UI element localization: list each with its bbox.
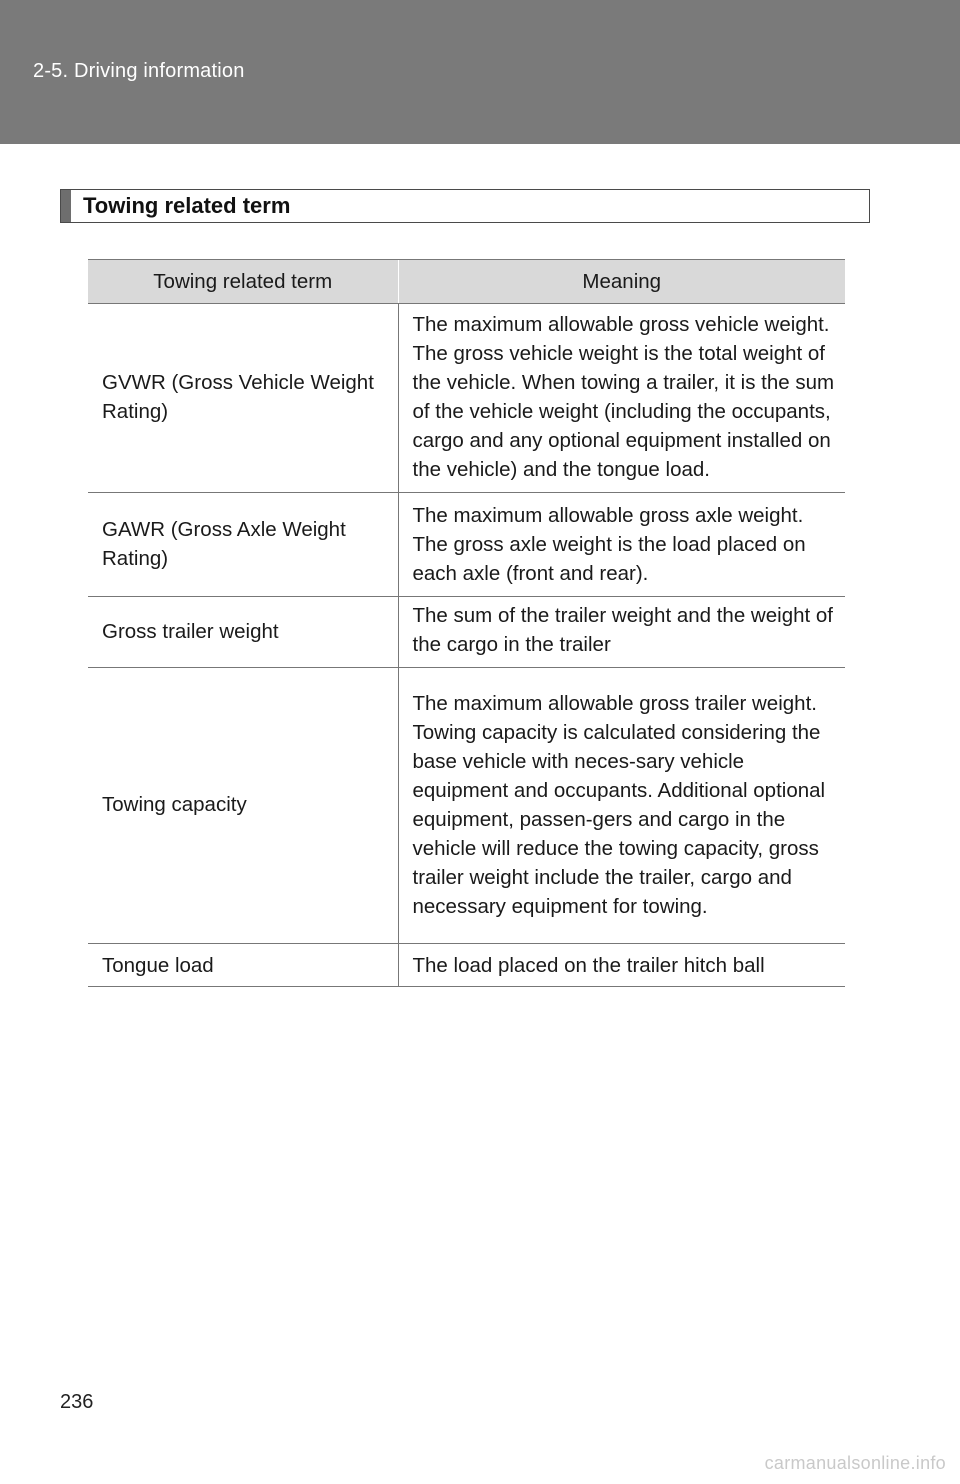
table-row xyxy=(88,493,845,597)
table-row xyxy=(88,304,845,493)
term-cell: GVWR (Gross Vehicle Weight Rating) xyxy=(88,304,398,493)
column-header-meaning: Meaning xyxy=(398,260,845,304)
meaning-cell: The maximum allowable gross axle weight. The gross axle weight is the load placed on each axle (front and rear). xyxy=(398,493,845,597)
meaning-cell: The sum of the trailer weight and the weight of the cargo in the trailer xyxy=(398,597,845,668)
meaning-cell: The maximum allowable gross vehicle weight. The gross vehicle weight is the total weight of the vehicle. When towing a trailer, it is the sum of the vehicle weight (including the occupants, cargo and any optional equipment installed on the vehicle) and the tongue load. xyxy=(398,304,845,493)
column-header-term: Towing related term xyxy=(88,260,398,304)
term-cell: Tongue load xyxy=(88,944,398,987)
section-title: Towing related term xyxy=(83,193,291,218)
header-band xyxy=(0,0,960,144)
table-row xyxy=(88,944,845,987)
meaning-cell: The maximum allowable gross trailer weight. Towing capacity is calculated considering the base vehicle with neces-sary vehicle equipment and occupants. Additional optional equipment, passen-gers and cargo in the vehicle will reduce the towing capacity, gross trailer weight include the trailer, cargo and necessary equipment for towing. xyxy=(398,668,845,944)
towing-terms-table xyxy=(88,259,845,987)
table-row xyxy=(88,597,845,668)
term-cell: GAWR (Gross Axle Weight Rating) xyxy=(88,493,398,597)
term-cell: Gross trailer weight xyxy=(88,597,398,668)
page-number: 236 xyxy=(60,1391,94,1413)
table-row xyxy=(88,668,845,944)
section-title-bar xyxy=(60,189,870,223)
term-cell: Towing capacity xyxy=(88,668,398,944)
watermark: carmanualsonline.info xyxy=(764,1453,946,1473)
section-heading: 2-5. Driving information xyxy=(33,60,245,82)
table-header-row xyxy=(88,260,845,304)
title-accent-bar xyxy=(61,190,71,222)
meaning-cell: The load placed on the trailer hitch ball xyxy=(398,944,845,987)
